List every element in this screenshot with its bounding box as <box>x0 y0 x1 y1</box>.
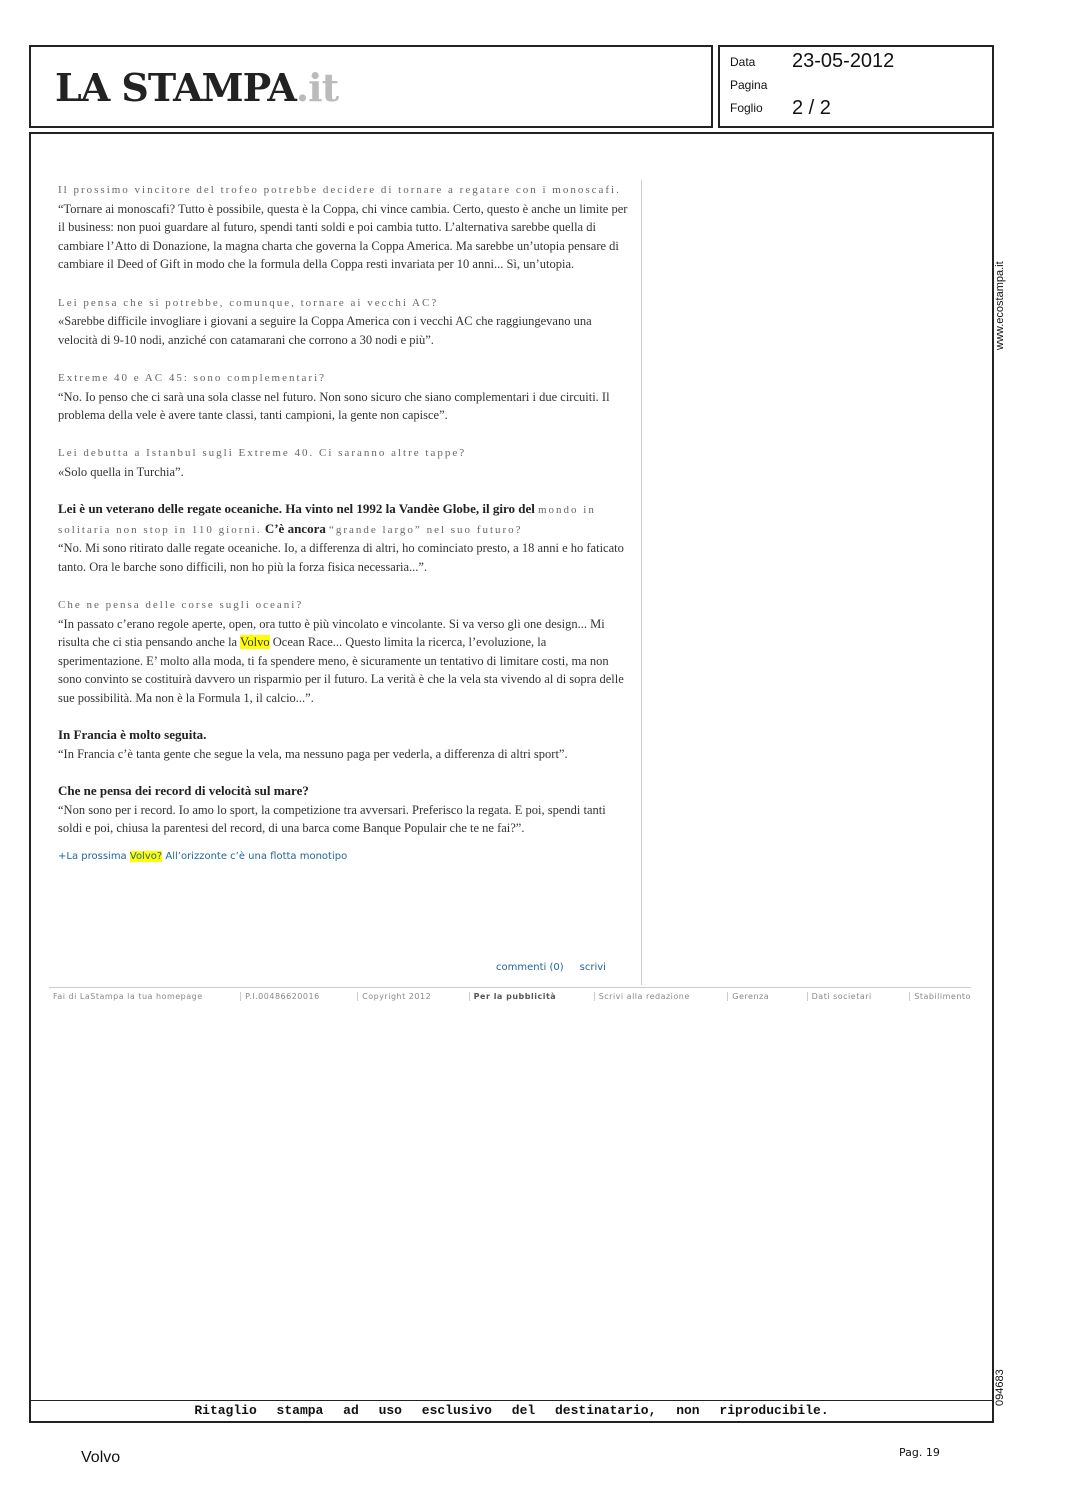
footer-link-stabilimento[interactable]: Stabilimento <box>909 992 971 1001</box>
comments-link[interactable]: commenti (0) <box>496 962 564 973</box>
date-label: Data <box>730 55 756 69</box>
qa-block <box>58 443 630 481</box>
newspaper-logo <box>55 65 338 110</box>
answer: “No. Io penso che ci sarà una sola classe nel futuro. Non sono sicuro che siano complementari i due circuiti. Il problema della vele è avere tante classi, tanti campioni, la gente non capisce”. <box>58 389 610 423</box>
question-bold: In Francia è molto seguita. <box>58 727 207 743</box>
highlighted-keyword: Volvo <box>240 635 270 650</box>
footer-vat-number: P.I.00486620016 <box>240 992 320 1001</box>
answer: “Tornare ai monoscafi? Tutto è possibile, questa è la Coppa, chi vince cambia. Certo, questo è anche un limite per il business: non puoi guardare al futuro, spendi tanti soldi e poi cambia tutto. L’alternativa sarebbe quella di cambiare l’Atto di Donazione, la magna charta che governa la Coppa America. Ma sarebbe un’utopia pensare di cambiare il Deed of Gift in modo che la formula della Coppa resti invariata per 10 anni... Sì, un’utopia. <box>58 201 628 272</box>
answer: “In passato c’erano regole aperte, open, ora tutto è più vincolato e vincolante. Si va verso gli one design... Mi risulta che ci stia pensando anche la <box>58 616 605 650</box>
keyword-label: Volvo <box>81 1449 121 1466</box>
related-link-text: All’orizzonte c’è una flotta monotipo <box>165 851 348 863</box>
footer-copyright: Copyright 2012 <box>357 992 431 1001</box>
qa-block <box>58 368 630 425</box>
side-code-text: 094683 <box>994 1369 1006 1406</box>
qa-block <box>58 726 630 763</box>
question-bold: Che ne pensa dei record di velocità sul mare? <box>58 783 309 798</box>
answer: “Non sono per i record. Io amo lo sport, la competizione tra avversari. Preferisco la regata. E poi, spendi tanti soldi e poi, chiusa la parentesi del record, di una barca come Banque Populair che te ne fai?”. <box>58 802 606 836</box>
footer-link-company-data[interactable]: Dati societari <box>807 992 872 1001</box>
qa-block <box>58 500 630 576</box>
sheet-value: 2 / 2 <box>792 97 831 119</box>
date-value: 23-05-2012 <box>792 50 895 72</box>
question: Extreme 40 e AC 45: sono complementari? <box>58 371 327 384</box>
qa-block <box>58 595 630 708</box>
question-bold: C’è ancora <box>264 520 326 536</box>
side-url-text: www.ecostampa.it <box>994 261 1006 350</box>
related-article-link[interactable] <box>58 848 630 867</box>
footer-link-write-editorial[interactable]: Scrivi alla redazione <box>594 992 690 1001</box>
logo-main-text: LA STAMPA <box>55 65 296 110</box>
answer: «Solo quella in Turchia”. <box>58 464 184 479</box>
question: Il prossimo vincitore del trofeo potrebbe decidere di tornare a regatare con i monoscafi. <box>58 184 621 196</box>
answer: Ocean Race... Questo limita la ricerca, l’evoluzione, la sperimentazione. E’ molto alla moda, ti fa spendere meno, è sicuramente un tentativo di limitare costi, ma non sono convinto se costituirà davvero un risparmio per il futuro. La verità è che la vela sta vivendo al di sopra delle sue possibilità. Ma non è la Formula 1, il calcio...”. <box>58 635 624 706</box>
logo-suffix-text: .it <box>295 65 339 110</box>
question: “grande largo” nel suo futuro? <box>328 523 523 536</box>
page-label: Pagina <box>730 78 768 92</box>
page-number: Pag. 19 <box>899 1446 940 1459</box>
question: Che ne pensa delle corse sugli oceani? <box>58 599 304 612</box>
question: mondo in solitaria non stop in 110 giorni. <box>58 504 596 536</box>
clipping-disclaimer: Ritaglio stampa ad uso esclusivo del destinatario, non riproducibile. <box>31 1400 992 1421</box>
question: Lei pensa che si potrebbe, comunque, tornare ai vecchi AC? <box>58 296 439 309</box>
article-body <box>58 180 630 867</box>
column-divider <box>641 180 642 985</box>
side-url <box>994 250 1012 360</box>
site-footer <box>49 987 971 1001</box>
answer: «Sarebbe difficile invogliare i giovani a seguire la Coppa America con i vecchi AC che raggiungevano una velocità di 9-10 nodi, anziché con catamarani che corrono a 30 nodi e più”. <box>58 314 592 347</box>
answer: “No. Mi sono ritirato dalle regate oceaniche. Io, a differenza di altri, ho cominciato presto, a 18 anni e ho faticato tanto. Ora le barche sono difficili, non ho più la forza fisica necessaria...”. <box>58 541 624 574</box>
header-meta-box <box>718 45 994 128</box>
comments-bar <box>496 962 622 973</box>
write-comment-link[interactable]: scrivi <box>579 962 606 973</box>
qa-block <box>58 293 630 350</box>
qa-block <box>58 180 630 274</box>
side-code <box>994 1370 1012 1410</box>
sheet-label: Foglio <box>730 101 763 115</box>
highlighted-keyword: Volvo? <box>129 851 163 863</box>
header-logo-box <box>29 45 713 128</box>
related-link-text: +La prossima <box>58 851 127 863</box>
footer-link-advertising[interactable]: Per la pubblicità <box>469 992 557 1001</box>
footer-link-gerenza[interactable]: Gerenza <box>727 992 769 1001</box>
question-bold: Lei è un veterano delle regate oceaniche. Ha vinto nel 1992 la Vandèe Globe, il giro del <box>58 501 535 517</box>
qa-block <box>58 782 630 838</box>
answer: “In Francia c’è tanta gente che segue la vela, ma nessuno paga per vederla, a differenza di altri sport”. <box>58 746 568 761</box>
question: Lei debutta a Istanbul sugli Extreme 40. Ci saranno altre tappe? <box>58 447 467 460</box>
footer-link-homepage[interactable]: Fai di LaStampa la tua homepage <box>53 992 203 1001</box>
